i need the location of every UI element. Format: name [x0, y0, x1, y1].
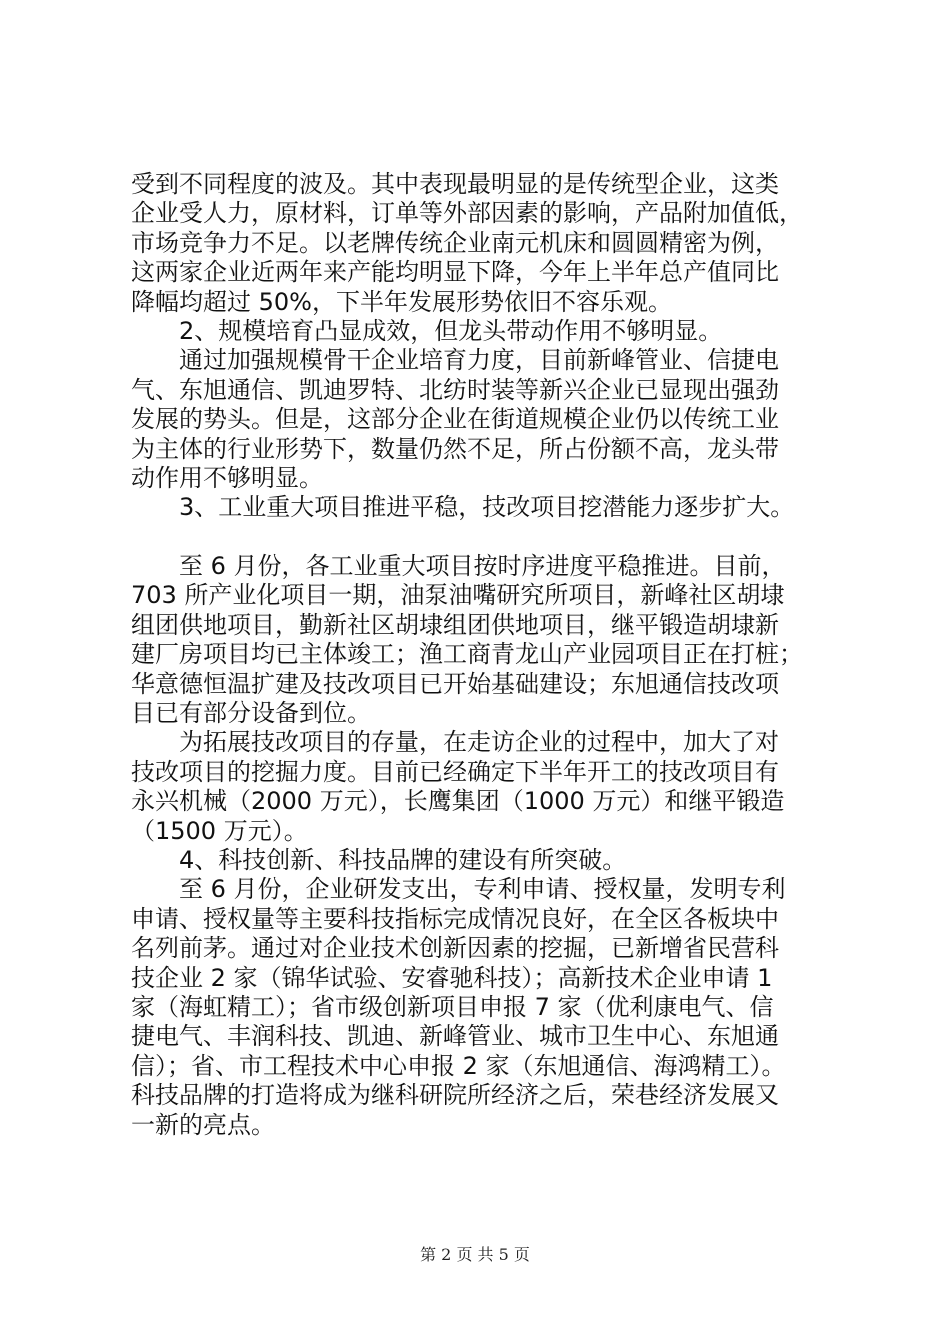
text-line: 捷电气、丰润科技、凯迪、新峰管业、城市卫生中心、东旭通	[131, 1022, 779, 1051]
text-line: 科技品牌的打造将成为继科研院所经济之后，荣巷经济发展又	[131, 1081, 779, 1110]
text-line: 目已有部分设备到位。	[131, 699, 371, 728]
text-line: 家（海虹精工）；省市级创新项目申报 7 家（优利康电气、信	[131, 992, 774, 1021]
text-line: 通过加强规模骨干企业培育力度，目前新峰管业、信捷电	[131, 346, 779, 375]
text-line: （1500 万元）。	[131, 816, 308, 845]
section-heading: 3、工业重大项目推进平稳，技改项目挖潜能力逐步扩大。	[131, 493, 795, 522]
text-line: 降幅均超过 50%，下半年发展形势依旧不容乐观。	[131, 287, 672, 316]
text-line: 申请、授权量等主要科技指标完成情况良好，在全区各板块中	[131, 904, 779, 933]
text-line: 技改项目的挖掘力度。目前已经确定下半年开工的技改项目有	[131, 757, 779, 786]
text-line: 受到不同程度的波及。其中表现最明显的是传统型企业，这类	[131, 170, 779, 198]
section-heading: 4、科技创新、科技品牌的建设有所突破。	[131, 845, 627, 874]
text-line: 发展的势头。但是，这部分企业在街道规模企业仍以传统工业	[131, 405, 779, 434]
text-line: 企业受人力，原材料，订单等外部因素的影响，产品附加值低，	[131, 199, 803, 228]
text-line: 华意德恒温扩建及技改项目已开始基础建设；东旭通信技改项	[131, 669, 779, 698]
text-line: 为主体的行业形势下，数量仍然不足，所占份额不高，龙头带	[131, 434, 779, 463]
text-line: 永兴机械（2000 万元），长鹰集团（1000 万元）和继平锻造	[131, 787, 785, 816]
page-number-footer: 第 2 页 共 5 页	[420, 1245, 530, 1264]
text-line: 至 6 月份，各工业重大项目按时序进度平稳推进。目前，	[131, 552, 786, 581]
text-line: 组团供地项目，勤新社区胡埭组团供地项目，继平锻造胡埭新	[131, 610, 779, 639]
text-line: 703 所产业化项目一期，油泵油嘴研究所项目，新峰社区胡埭	[131, 581, 785, 610]
text-line: 为拓展技改项目的存量，在走访企业的过程中，加大了对	[131, 728, 779, 757]
text-line: 市场竞争力不足。以老牌传统企业南元机床和圆圆精密为例，	[131, 228, 779, 257]
text-line: 至 6 月份，企业研发支出，专利申请、授权量，发明专利	[131, 875, 786, 904]
text-line: 技企业 2 家（锦华试验、安睿驰科技）；高新技术企业申请 1	[131, 963, 773, 992]
text-line: 气、东旭通信、凯迪罗特、北纺时装等新兴企业已显现出强劲	[131, 375, 779, 404]
document-body	[131, 170, 831, 1140]
text-line: 建厂房项目均已主体竣工；渔工商青龙山产业园项目正在打桩；	[131, 640, 803, 669]
blank-line	[131, 523, 831, 552]
section-heading: 2、规模培育凸显成效，但龙头带动作用不够明显。	[131, 316, 723, 345]
text-line: 名列前茅。通过对企业技术创新因素的挖掘，已新增省民营科	[131, 934, 779, 963]
text-line: 一新的亮点。	[131, 1110, 275, 1139]
text-line: 这两家企业近两年来产能均明显下降，今年上半年总产值同比	[131, 258, 779, 287]
text-line: 动作用不够明显。	[131, 463, 323, 492]
text-line: 信）；省、市工程技术中心申报 2 家（东旭通信、海鸿精工）。	[131, 1051, 786, 1080]
